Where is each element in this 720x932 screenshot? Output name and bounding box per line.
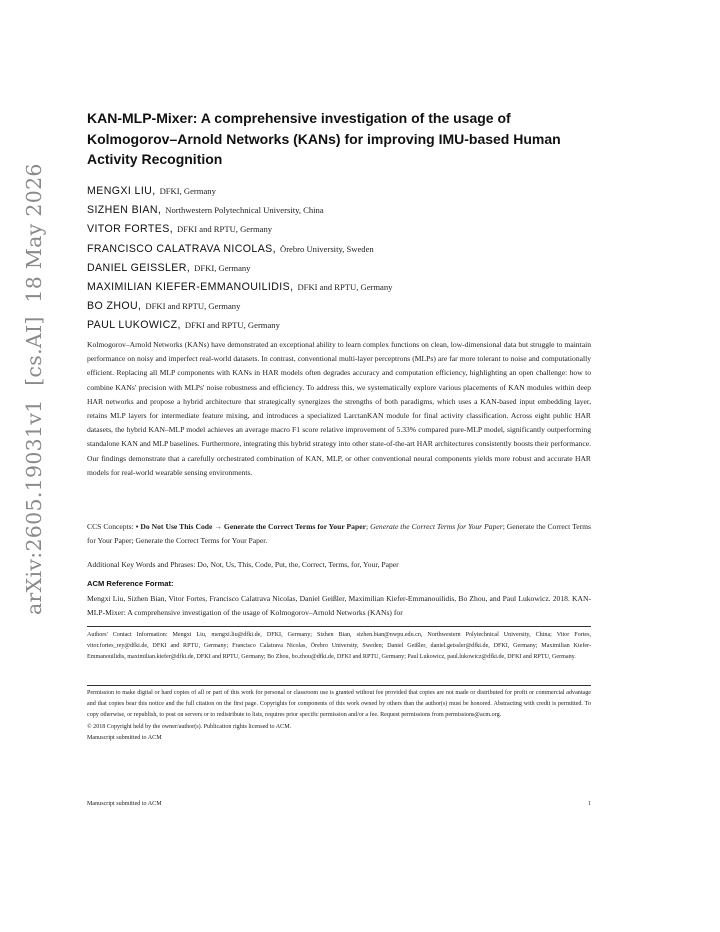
ccs-concepts [87,520,591,548]
acm-reference-text: Mengxi Liu, Sizhen Bian, Vitor Fortes, Francisco Calatrava Nicolas, Daniel Geißler, Maximilian Kiefer-Emmanouilidis, Bo Zhou, and Paul Lukowicz. 2018. KAN-MLP-Mixer: A comprehensive investigation of the usage of Kolmogorov–Arnold Networks (KANs) for [87,594,591,618]
author-entry [87,295,591,314]
ccs-primary-concept: • Do Not Use This Code → Generate the Correct Terms for Your Paper [135,522,366,531]
author-name: VITOR FORTES, [87,223,174,236]
keywords: Additional Key Words and Phrases: Do, Not, Us, This, Code, Put, the, Correct, Terms, for, Your, Paper [87,560,399,569]
author-name: MAXIMILIAN KIEFER-EMMANOUILIDIS, [87,280,294,293]
author-name: MENGXI LIU, [87,185,156,197]
ccs-secondary-concept: Generate the Correct Terms for Your Paper [370,522,503,531]
paper-title: KAN-MLP-Mixer: A comprehensive investigation of the usage of Kolmogorov–Arnold Networks (KANs) for improving IMU-based Human Activity Recognition [87,110,561,167]
author-entry [87,199,591,218]
authors-contact-information: Authors' Contact Information: Mengxi Liu, mengxi.liu@dfki.de, DFKI, Germany; Sizhen Bian, sizhen.bian@nwpu.edu.cn, Northwestern Polytechnical University, China; Vitor Fortes, vitor.fortes_rey@dfki.de, DFKI and RPTU, Germany; Francisco Calatrava Nicolas, Örebro University, Sweden; Daniel Geißler, daniel.geissler@dfki.de, DFKI, Germany; Maximilian Kiefer-Emmanouilidis, maximilian.kiefer@dfki.de, DFKI and RPTU, Germany; Bo Zhou, bo.zhou@dfki.de, DFKI and RPTU, Germany; Paul Lukowicz, paul.lukowicz@dfki.de, DFKI and RPTU, Germany. [87,632,591,661]
author-entry [87,257,591,276]
author-entry [87,238,591,257]
ccs-label: CCS Concepts: [87,522,136,531]
author-affiliation: DFKI and RPTU, Germany [184,320,280,331]
author-entry [87,276,591,295]
arxiv-side-label: arXiv:2605.19031v1 [cs.AI] 18 May 2026 [22,163,46,615]
author-affiliation: DFKI, Germany [159,186,216,196]
author-affiliation: DFKI and RPTU, Germany [177,224,273,235]
author-affiliation: Örebro University, Sweden [279,243,374,254]
submission-notice: Manuscript submitted to ACM [87,734,162,741]
author-name: FRANCISCO CALATRAVA NICOLAS, [87,242,276,255]
author-affiliation: DFKI and RPTU, Germany [297,281,393,292]
author-affiliation: DFKI and RPTU, Germany [145,301,241,312]
footnote-divider [87,626,591,627]
page-footer [87,799,591,810]
footer-label: Manuscript submitted to ACM [87,801,162,807]
page-number: 1 [587,801,591,807]
author-entry [87,180,591,199]
author-name: DANIEL GEISSLER, [87,261,191,274]
author-name: PAUL LUKOWICZ, [87,319,181,332]
author-entry [87,218,591,237]
author-entry [87,314,591,333]
author-name: BO ZHOU, [87,300,142,313]
ccs-remaining-concepts: ; Generate the Correct Terms for Your Paper; Generate the Correct Terms for Your Paper. [87,522,591,546]
acm-reference-heading: ACM Reference Format: [87,579,174,588]
author-affiliation: Northwestern Polytechnical University, China [165,205,324,216]
ccs-separator: ; [365,522,371,531]
copyright-notice: © 2018 Copyright held by the owner/author(s). Publication rights licensed to ACM. [87,723,292,730]
author-name: SIZHEN BIAN, [87,204,162,217]
author-affiliation: DFKI, Germany [194,262,251,273]
permission-divider [87,685,591,686]
permission-text: Permission to make digital or hard copies of all or part of this work for personal or classroom use is granted without fee provided that copies are not made or distributed for profit or commercial advantage and that copies bear this notice and the full citation on the first page. Copyrights for components of this work owned by others than the author(s) must be honored. Abstracting with credit is permitted. To copy otherwise, or republish, to post on servers or to redistribute to lists, requires prior specific permission and/or a fee. Request permissions from permissions@acm.org. [87,690,591,719]
abstract: Kolmogorov–Arnold Networks (KANs) have demonstrated an exceptional ability to learn complex functions on clean, low-dimensional data but struggle to maintain performance on noisy and imperfect real-world datasets. In contrast, conventional multi-layer perceptrons (MLPs) are far more tolerant to noise and computationally efficient. Replacing all MLP components with KANs in HAR models often degrades accuracy and computation efficiency, highlighting an open challenge: how to combine KANs' precision with MLPs' noise robustness and efficiency. To address this, we systematically explore various placements of KAN modules within deep HAR networks and propose a hybrid architecture that strategically synergizes the strengths of both paradigms, which uses a KAN-based input embedding layer, retains MLP layers for intermediate feature mixing, and introduces a specialized LarctanKAN module for final activity classification. Across eight public HAR datasets, the hybrid KAN–MLP model achieves an average macro F1 score relative improvement of 5.33% compared pure-MLP model, significantly outperforming standalone KAN and MLP baselines. Furthermore, integrating this hybrid strategy into other state-of-the-art HAR architectures consistently boosts their performance. Our findings demonstrate that a carefully orchestrated combination of KAN, MLP, or other conventional neural components yields more robust and accurate HAR models for real-world wearable sensing environments. [87,340,591,477]
author-list [87,180,591,334]
permission-notice [87,688,591,744]
